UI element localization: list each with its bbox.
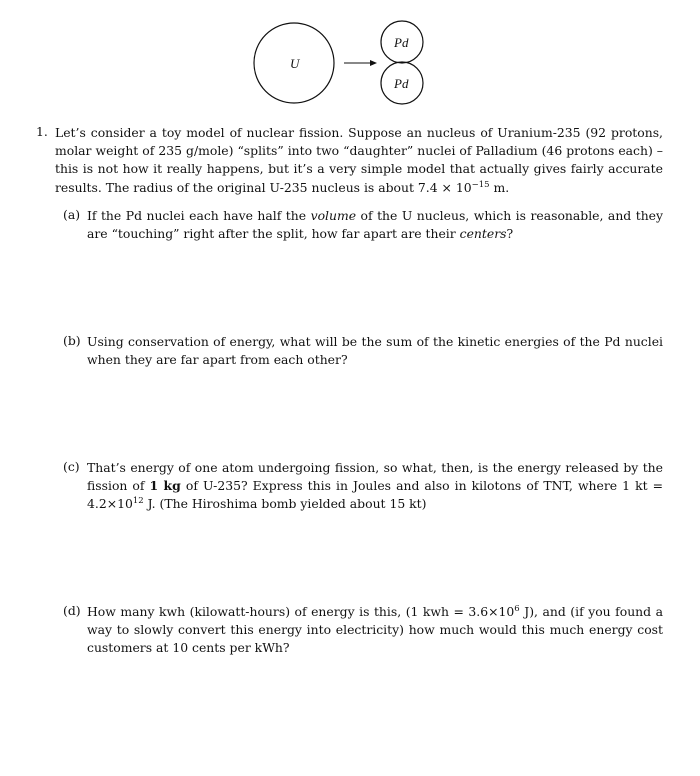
part-a-text-3: ?: [506, 226, 514, 242]
part-a-text: [87, 207, 663, 243]
part-c-text-2: of U-235? Express this in Joules and also in kilotons of TNT, where 1 kt = 4.2×10: [87, 478, 663, 512]
problem-number: 1.: [36, 124, 48, 139]
part-c-text-3: J. (The Hiroshima bomb yielded about 15 kt): [143, 496, 427, 512]
part-a-text-2: of the U nucleus, which is reasonable, and they are “touching” right after the split, how far apart are their: [87, 208, 664, 242]
part-c-exponent: 12: [132, 496, 144, 507]
part-d-text-2: J), and (if you found a way to slowly convert this energy into electricity) how much would this much energy cost customers at 10 cents per kWh?: [87, 604, 663, 656]
part-c-text: [87, 459, 663, 514]
part-b-label: (b): [63, 333, 81, 348]
problem-intro-text: Let’s consider a toy model of nuclear fission. Suppose an nucleus of Uranium-235 (92 protons, molar weight of 235 g/mole) “splits” into two “daughter” nuclei of Palladium (46 protons each) – this is not how it really happens, but it’s a very simple model that actually gives fairly accurate results. The radius of the original U-235 nucleus is about 7.4 × 10: [55, 125, 663, 195]
fission-diagram: [250, 20, 430, 108]
part-c-label: (c): [63, 459, 80, 474]
part-a-text-1: If the Pd nuclei each have half the: [87, 208, 311, 223]
problem-intro-unit: m.: [489, 179, 510, 195]
palladium-bottom-label: Pd: [394, 76, 409, 91]
part-a-emphasis-volume: volume: [310, 208, 357, 223]
split-arrow: [344, 60, 377, 66]
problem-intro: [55, 124, 663, 197]
radius-exponent: −15: [471, 179, 490, 190]
part-c-text-1: That’s energy of one atom undergoing fission, so what, then, is the energy released by the fission of: [87, 460, 663, 494]
part-d-text-1: How many kwh (kilowatt-hours) of energy is this, (1 kwh = 3.6×10: [87, 604, 515, 619]
part-b-text: Using conservation of energy, what will be the sum of the kinetic energies of the Pd nuclei when they are far apart from each other?: [87, 334, 663, 368]
part-c-bold-1kg: 1 kg: [149, 478, 181, 494]
uranium-label: U: [290, 56, 300, 71]
part-d-label: (d): [63, 603, 81, 618]
part-a-emphasis-centers: centers: [459, 226, 507, 242]
palladium-top-label: Pd: [394, 35, 409, 50]
part-d-exponent: 6: [514, 604, 520, 614]
part-a-label: (a): [63, 207, 81, 222]
part-d-text: [87, 603, 663, 658]
